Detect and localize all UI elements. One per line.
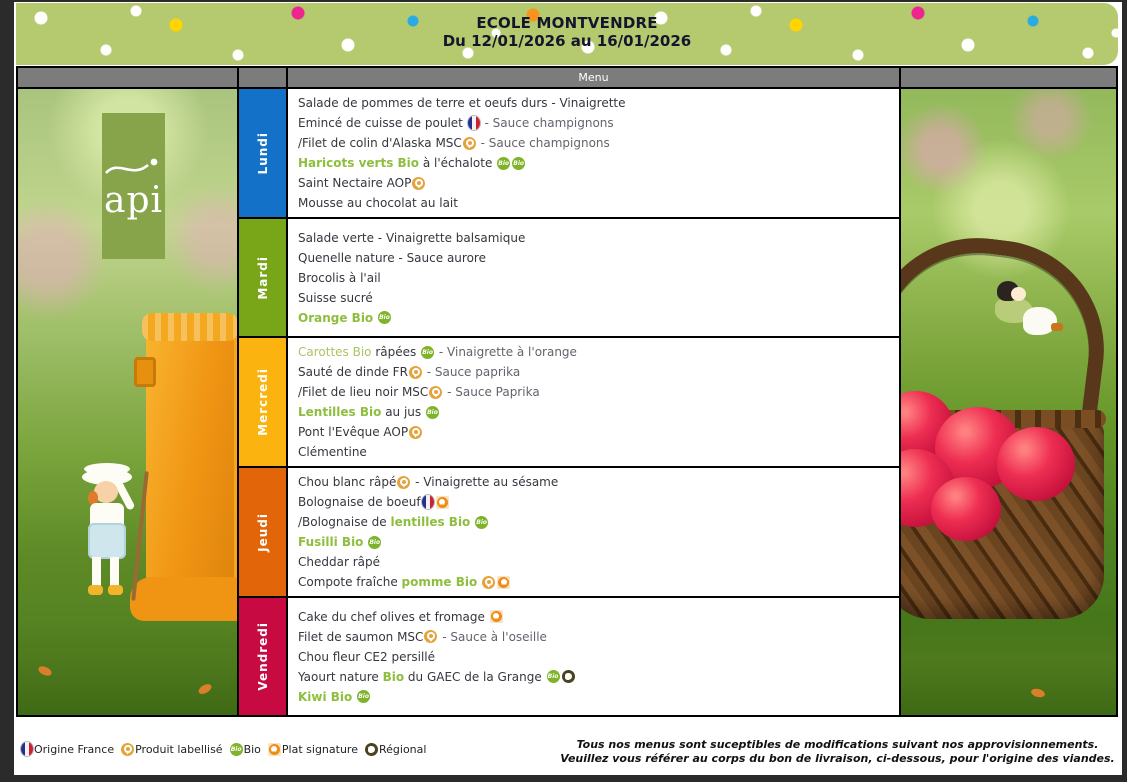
- menu-line: [298, 472, 889, 492]
- menu-text: [352, 690, 356, 704]
- label-icon: [412, 177, 425, 190]
- menu-text: Kiwi Bio: [298, 689, 353, 704]
- toque-icon: [436, 496, 449, 509]
- menu-text: Salade de pommes de terre et oeufs durs - Vinaigrette: [298, 96, 626, 110]
- banner: [16, 3, 1118, 65]
- menu-text: Carottes Bio: [298, 345, 372, 359]
- menu-text: Bolognaise de boeuf: [298, 495, 421, 509]
- france-icon: [468, 116, 480, 130]
- label-icon: [409, 366, 422, 379]
- menu-text: Brocolis à l'ail: [298, 270, 381, 285]
- menu-line: [298, 402, 889, 422]
- legend-item-label: [120, 743, 222, 756]
- menu-text: Bio: [382, 669, 405, 684]
- legend-label: Bio: [243, 742, 261, 756]
- boot-strap: [134, 357, 156, 387]
- menu-line: [298, 133, 889, 153]
- menu-text: - Sauce Paprika: [443, 385, 540, 399]
- footer-note: [555, 738, 1120, 766]
- bio-icon: [497, 157, 510, 170]
- bio-icon: [368, 536, 381, 549]
- menu-line: [298, 647, 889, 667]
- label-icon: [397, 476, 410, 489]
- legend-item-toque: [267, 743, 358, 756]
- day-label-text: Lundi: [255, 131, 270, 175]
- menu-line: [298, 153, 889, 173]
- menu-line: [298, 687, 889, 707]
- menu-line: [298, 607, 889, 627]
- menu-line: [298, 362, 889, 382]
- date-range: Du 12/01/2026 au 16/01/2026: [442, 32, 692, 50]
- menu-text: Cake du chef olives et fromage: [298, 609, 489, 624]
- label-icon: [482, 576, 495, 589]
- menu-cell-jeudi: [288, 468, 899, 596]
- menu-text: Filet de saumon MSC: [298, 629, 424, 644]
- bio-icon: [421, 346, 434, 359]
- menu-text: - Sauce champignons: [476, 136, 610, 150]
- bio-icon: [547, 670, 560, 683]
- left-photo: [18, 89, 237, 715]
- menu-line: [298, 492, 889, 512]
- api-logo-wave: [102, 155, 165, 181]
- right-photo: [901, 89, 1116, 715]
- menu-line: [298, 382, 889, 402]
- menu-text: Orange Bio: [298, 310, 374, 325]
- legend-item-regional: [364, 743, 426, 756]
- menu-cell-mercredi: [288, 338, 899, 466]
- header-cell-days: [239, 68, 286, 87]
- day-label-vendredi: [239, 598, 286, 715]
- menu-text: - Sauce champignons: [480, 116, 614, 130]
- menu-text: [477, 575, 481, 589]
- menu-text: - Sauce paprika: [422, 365, 521, 379]
- rake: [131, 471, 149, 601]
- menu-text: pomme Bio: [401, 575, 478, 589]
- bio-icon: [378, 311, 391, 324]
- menu-text: - Sauce à l'oseille: [438, 629, 547, 644]
- menu-text: Pont l'Evêque AOP: [298, 425, 409, 439]
- menu-line: [298, 422, 889, 442]
- menu-text: - Vinaigrette au sésame: [411, 475, 559, 489]
- label-icon: [409, 426, 422, 439]
- menu-cell-lundi: [288, 89, 899, 217]
- day-label-text: Mardi: [255, 255, 270, 300]
- menu-text: Salade verte - Vinaigrette balsamique: [298, 230, 526, 245]
- menu-text: Quenelle nature - Sauce aurore: [298, 250, 486, 265]
- menu-line: [298, 268, 889, 288]
- apple: [997, 427, 1075, 501]
- regional-icon: [365, 743, 378, 756]
- menu-text: /Filet de colin d'Alaska MSC: [298, 136, 462, 150]
- climber-character: [989, 279, 1079, 359]
- menu-line: [298, 173, 889, 193]
- menu-text: râpées: [371, 345, 421, 359]
- menu-line: [298, 228, 889, 248]
- menu-table: [16, 66, 1118, 717]
- label-icon: [121, 743, 134, 756]
- menu-line: [298, 667, 889, 687]
- legend-label: Régional: [378, 742, 427, 756]
- menu-text: Sauté de dinde FR: [298, 365, 408, 379]
- menu-text: /Bolognaise de: [298, 515, 391, 529]
- api-logo-text: api: [103, 180, 164, 221]
- menu-text: Clémentine: [298, 445, 367, 459]
- day-label-mardi: [239, 219, 286, 336]
- label-icon: [429, 386, 442, 399]
- menu-text: [470, 515, 474, 529]
- menu-text: Compote fraîche: [298, 575, 402, 589]
- menu-line: [298, 342, 889, 362]
- menu-line: [298, 288, 889, 308]
- menu-text: Suisse sucré: [298, 290, 373, 305]
- regional-icon: [562, 670, 575, 683]
- bio-icon: [512, 157, 525, 170]
- menu-line: [298, 308, 889, 328]
- header-cell-menu: Menu: [288, 68, 899, 87]
- header-cell-right: [901, 68, 1116, 87]
- document-page: [14, 2, 1122, 775]
- menu-text: [373, 311, 377, 325]
- legend-item-bio: [229, 743, 261, 756]
- legend-item-france: [20, 742, 114, 756]
- menu-line: [298, 532, 889, 552]
- grass-left: [18, 619, 237, 715]
- menu-line: [298, 627, 889, 647]
- toque-icon: [490, 610, 503, 623]
- toque-icon: [268, 743, 281, 756]
- menu-line: [298, 552, 889, 572]
- legend-label: Plat signature: [281, 742, 358, 756]
- menu-line: [298, 248, 889, 268]
- menu-text: Haricots verts Bio: [298, 156, 420, 170]
- footer-line-2: Veuillez vous référer au corps du bon de livraison, ci-dessous, pour l'origine des viandes.: [560, 752, 1115, 765]
- menu-line: [298, 572, 889, 592]
- bio-icon: [230, 743, 243, 756]
- menu-text: au jus: [381, 405, 425, 419]
- day-label-text: Jeudi: [255, 512, 270, 552]
- menu-line: [298, 442, 889, 462]
- legend: [20, 742, 432, 756]
- day-label-lundi: [239, 89, 286, 217]
- menu-text: Fusilli Bio: [298, 535, 364, 549]
- menu-text: à l'échalote: [419, 156, 497, 170]
- menu-text: lentilles Bio: [390, 515, 471, 529]
- menu-text: Saint Nectaire AOP: [298, 176, 412, 190]
- menu-text: Cheddar râpé: [298, 555, 380, 569]
- menu-text: Yaourt nature: [298, 669, 383, 684]
- france-icon: [422, 495, 434, 509]
- bio-icon: [357, 690, 370, 703]
- grass-right: [901, 619, 1116, 715]
- menu-cell-mardi: [288, 219, 899, 336]
- menu-text: Lentilles Bio: [298, 405, 382, 419]
- api-logo: [102, 113, 165, 259]
- day-label-text: Mercredi: [255, 368, 270, 436]
- menu-cell-vendredi: [288, 598, 899, 715]
- day-label-jeudi: [239, 468, 286, 596]
- label-icon: [463, 137, 476, 150]
- menu-text: Emincé de cuisse de poulet: [298, 116, 467, 130]
- menu-line: [298, 193, 889, 213]
- school-title: ECOLE MONTVENDRE: [476, 14, 658, 32]
- menu-line: [298, 93, 889, 113]
- bio-icon: [475, 516, 488, 529]
- toque-icon: [497, 576, 510, 589]
- menu-line: [298, 113, 889, 133]
- menu-text: Mousse au chocolat au lait: [298, 196, 458, 210]
- day-label-text: Vendredi: [255, 622, 270, 691]
- france-icon: [21, 742, 33, 756]
- menu-text: - Vinaigrette à l'orange: [435, 345, 577, 359]
- legend-label: Produit labellisé: [135, 742, 223, 756]
- menu-text: [363, 535, 367, 549]
- bio-icon: [426, 406, 439, 419]
- menu-text: /Filet de lieu noir MSC: [298, 385, 429, 399]
- legend-label: Origine France: [34, 742, 115, 756]
- menu-line: [298, 512, 889, 532]
- menu-text: du GAEC de la Grange: [404, 669, 546, 684]
- label-icon: [424, 630, 437, 643]
- menu-text: Chou blanc râpé: [298, 475, 397, 489]
- day-label-mercredi: [239, 338, 286, 466]
- footer-line-1: Tous nos menus sont suceptibles de modifications suivant nos approvisionnements.: [576, 738, 1099, 751]
- header-cell-left: [18, 68, 237, 87]
- apple: [931, 477, 1001, 541]
- menu-text: Chou fleur CE2 persillé: [298, 649, 436, 664]
